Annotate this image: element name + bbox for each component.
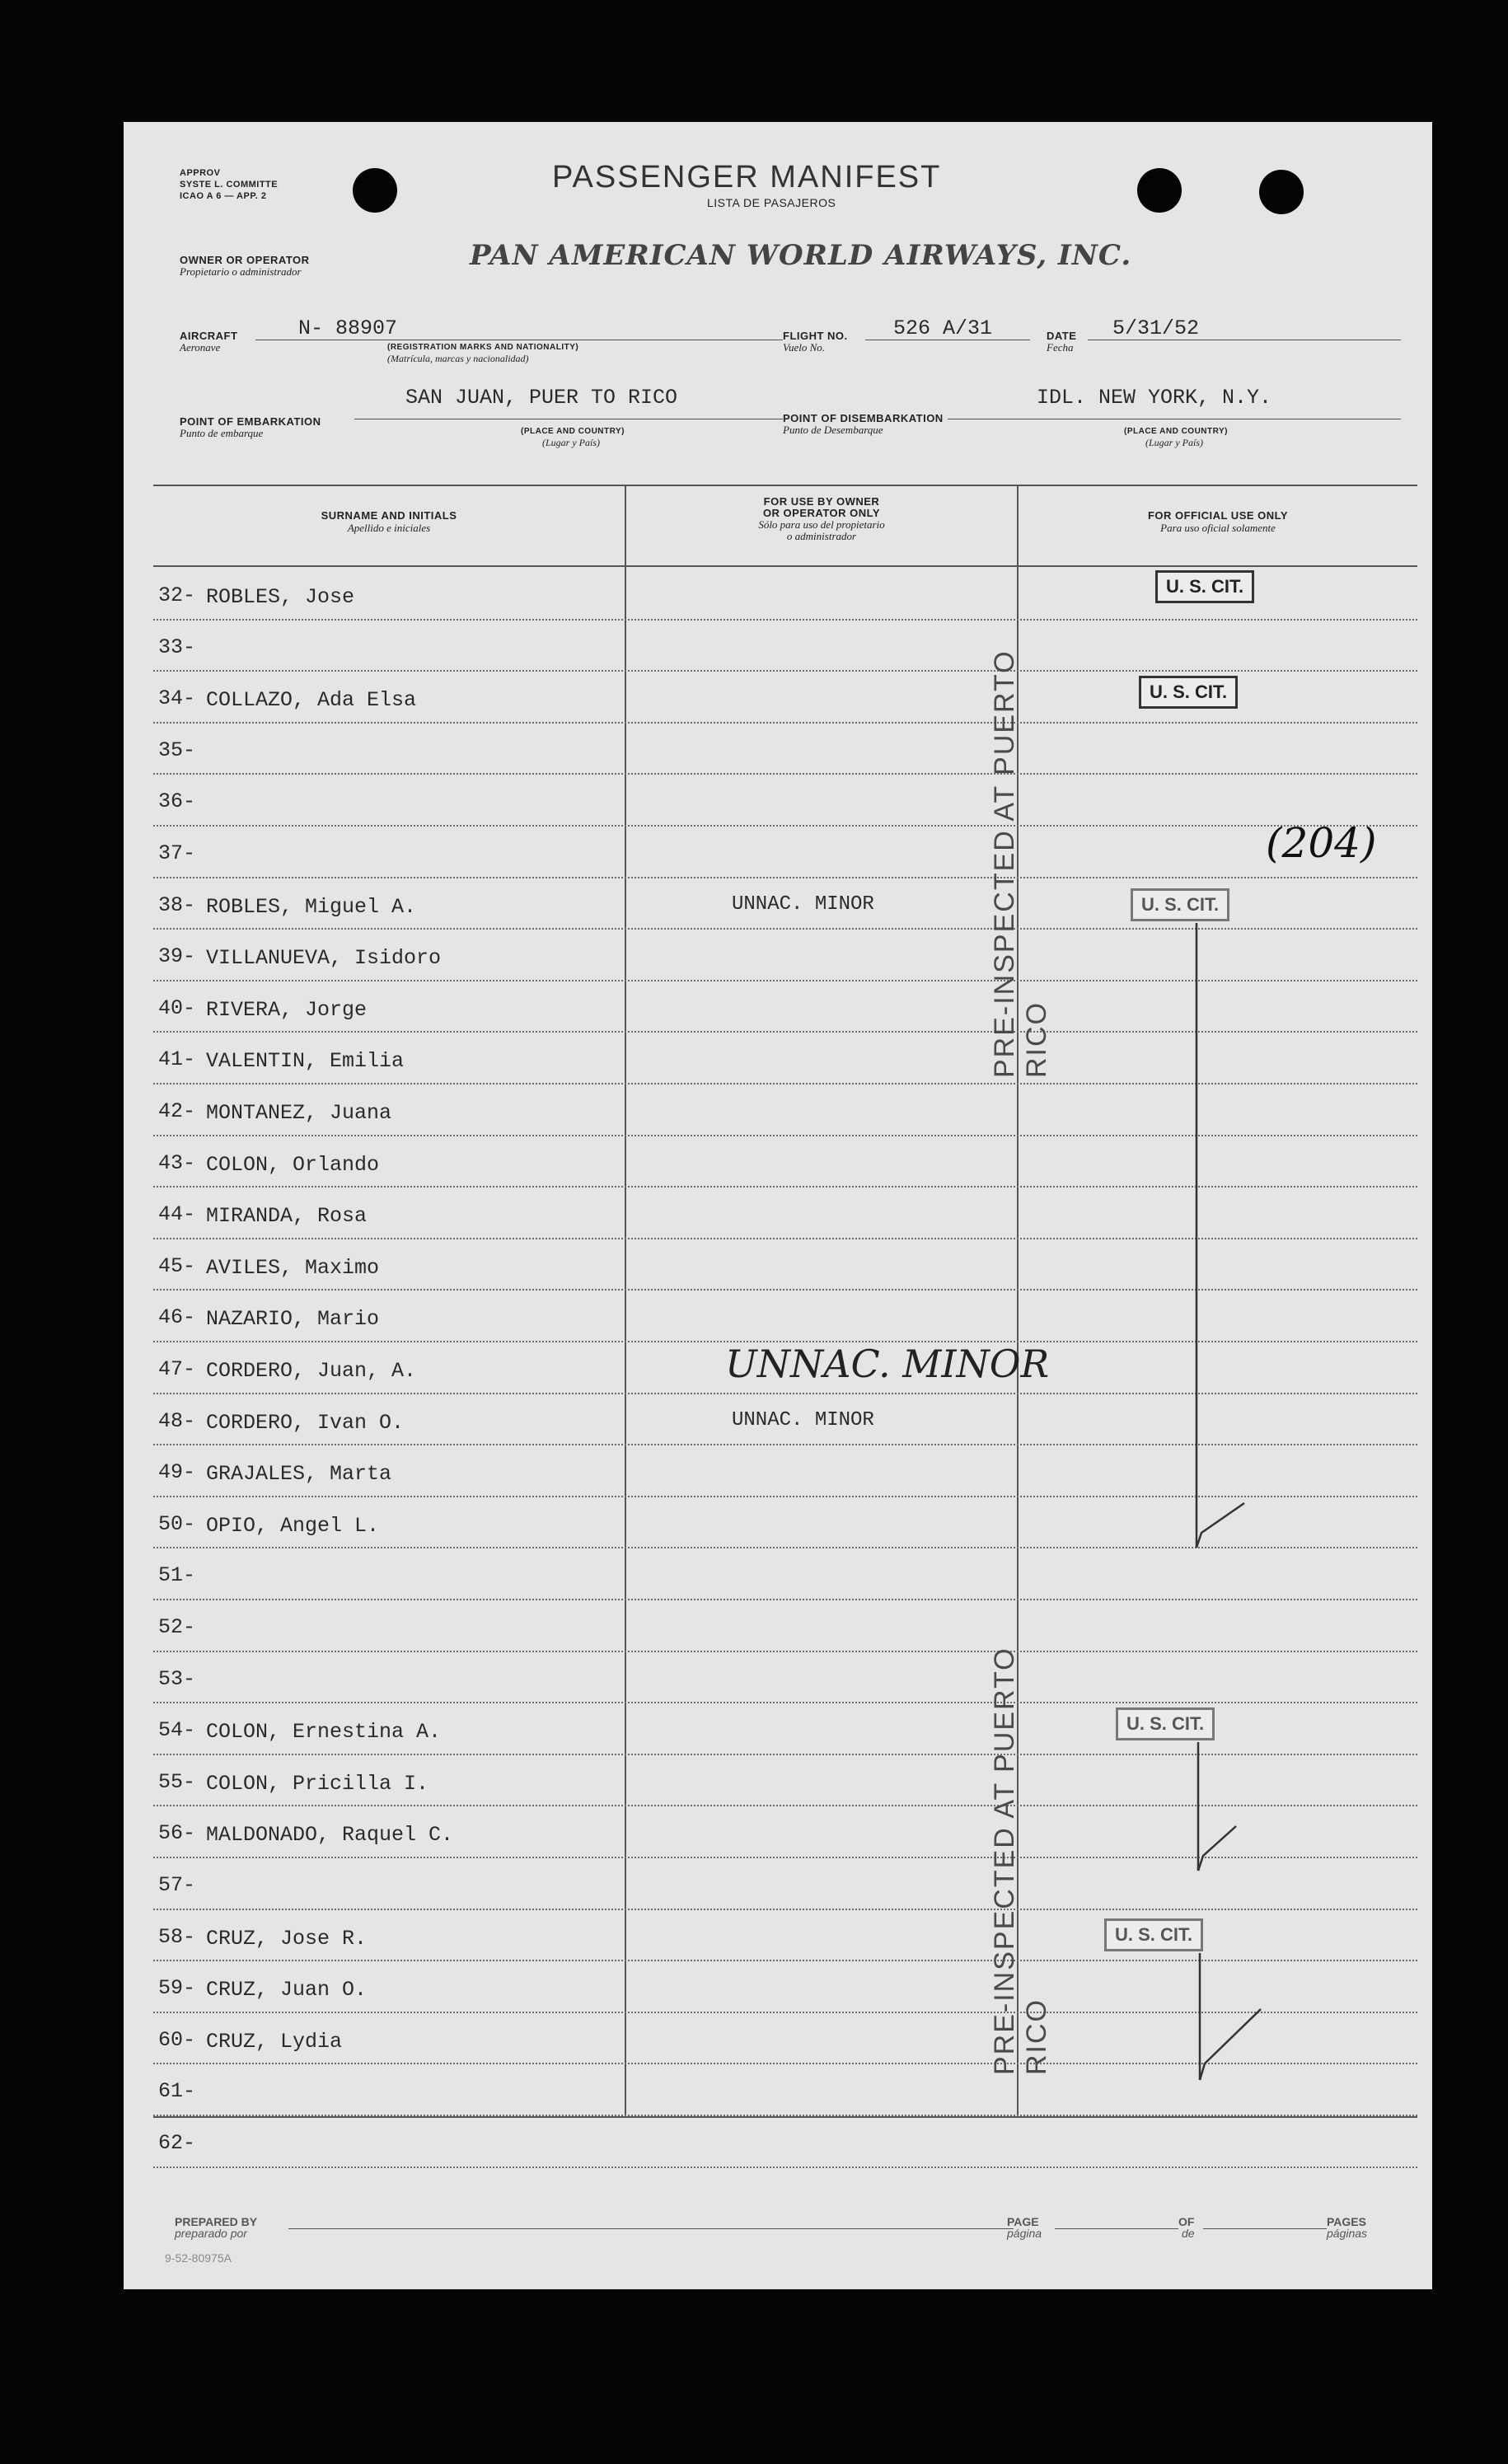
registration-note-es: (Matrícula, marcas y nacionalidad): [387, 353, 529, 364]
disembarkation-label: POINT OF DISEMBARKATION: [783, 412, 944, 424]
passenger-name: CRUZ, Jose R.: [206, 1926, 368, 1951]
row-number: 60-: [158, 2027, 196, 2052]
page-label: PAGE: [1007, 2215, 1039, 2228]
row-number: 35-: [158, 738, 196, 762]
passenger-name: COLON, Orlando: [206, 1152, 380, 1177]
flight-label-es: Vuelo No.: [783, 341, 826, 354]
row-number: 34-: [158, 686, 196, 711]
passenger-name: COLON, Pricilla I.: [206, 1771, 429, 1796]
prepared-by-label: PREPARED BY: [175, 2215, 258, 2228]
official-use-column-header: FOR OFFICIAL USE ONLY Para uso oficial solamente: [1147, 509, 1289, 534]
flight-value: 526 A/31: [893, 316, 993, 340]
of-label-es: de: [1182, 2227, 1195, 2240]
place-note: (PLACE AND COUNTRY): [521, 427, 625, 436]
row-number: 53-: [158, 1666, 196, 1691]
flight-label: FLIGHT NO.: [783, 330, 848, 342]
passenger-name: OPIO, Angel L.: [206, 1513, 380, 1538]
of-label: OF: [1178, 2215, 1195, 2228]
operator-note: UNNAC. MINOR: [732, 892, 874, 916]
row-number: 40-: [158, 995, 196, 1020]
approval-line-3: ICAO A 6 — APP. 2: [180, 191, 267, 201]
us-cit-stamp-5: U. S. CIT.: [1104, 1918, 1203, 1951]
embarkation-label-es: Punto de embarque: [180, 427, 264, 439]
passenger-name: VALENTIN, Emilia: [206, 1049, 405, 1074]
passenger-name: RIVERA, Jorge: [206, 997, 368, 1022]
page-marker: (204): [1266, 819, 1377, 867]
row-number: 62-: [158, 2131, 196, 2155]
row-number: 42-: [158, 1099, 196, 1123]
passenger-name: ROBLES, Jose: [206, 585, 355, 609]
date-label: DATE: [1047, 330, 1077, 342]
row-number: 48-: [158, 1408, 196, 1433]
row-number: 55-: [158, 1769, 196, 1794]
row-number: 59-: [158, 1976, 196, 2001]
aircraft-label: AIRCRAFT: [180, 330, 238, 342]
place-note-2: (PLACE AND COUNTRY): [1124, 427, 1228, 436]
row-number: 52-: [158, 1615, 196, 1639]
row-number: 47-: [158, 1357, 196, 1381]
passenger-name: MIRANDA, Rosa: [206, 1204, 368, 1229]
disembarkation-value: IDL. NEW YORK, N.Y.: [1037, 386, 1272, 410]
row-number: 37-: [158, 841, 196, 865]
row-number: 50-: [158, 1511, 196, 1536]
prepared-by-label-es: preparado por: [175, 2227, 247, 2240]
date-value: 5/31/52: [1112, 316, 1200, 340]
passenger-name: CRUZ, Lydia: [206, 2029, 343, 2054]
operator-note: UNNAC. MINOR: [732, 1408, 874, 1431]
row-number: 39-: [158, 944, 196, 969]
page-label-es: página: [1007, 2227, 1042, 2240]
row-number: 32-: [158, 583, 196, 607]
passenger-name: NAZARIO, Mario: [206, 1307, 380, 1332]
disembarkation-label-es: Punto de Desembarque: [783, 424, 883, 436]
passenger-name: ROBLES, Miguel A.: [206, 894, 417, 919]
form-number: 9-52-80975A: [165, 2251, 232, 2265]
us-cit-stamp-3: U. S. CIT.: [1131, 888, 1229, 921]
date-label-es: Fecha: [1047, 341, 1074, 354]
row-number: 51-: [158, 1563, 196, 1588]
check-marks: [124, 122, 1432, 2289]
owner-label-es: Propietario o administrador: [180, 265, 302, 278]
row-number: 49-: [158, 1460, 196, 1485]
page-title: PASSENGER MANIFEST: [552, 160, 942, 194]
aircraft-label-es: Aeronave: [180, 341, 221, 354]
row-number: 44-: [158, 1202, 196, 1227]
approval-line-1: APPROV: [180, 168, 221, 178]
place-note-es: (Lugar y País): [542, 437, 600, 448]
us-cit-stamp-1: U. S. CIT.: [1155, 570, 1254, 603]
pages-label-es: páginas: [1327, 2227, 1368, 2240]
passenger-name: CORDERO, Ivan O.: [206, 1410, 405, 1435]
row-number: 57-: [158, 1873, 196, 1897]
row-number: 36-: [158, 789, 196, 814]
passenger-name: AVILES, Maximo: [206, 1255, 380, 1280]
row-number: 41-: [158, 1047, 196, 1072]
preinspected-stamp-2: PRE-INSPECTED AT PUERTO RICO: [989, 1647, 1052, 2075]
manifest-sheet: [124, 122, 1432, 2289]
row-number: 54-: [158, 1718, 196, 1743]
pages-label: PAGES: [1327, 2215, 1366, 2228]
owner-use-column-header: FOR USE BY OWNER OR OPERATOR ONLY Sólo para uso del propietario o administrador: [758, 495, 885, 542]
aircraft-value: N- 88907: [298, 316, 398, 340]
passenger-name: VILLANUEVA, Isidoro: [206, 946, 442, 971]
passenger-name: GRAJALES, Marta: [206, 1462, 392, 1487]
row-number: 46-: [158, 1305, 196, 1330]
passenger-name: CRUZ, Juan O.: [206, 1978, 368, 2003]
row-number: 58-: [158, 1924, 196, 1949]
us-cit-stamp-2: U. S. CIT.: [1139, 676, 1238, 709]
us-cit-stamp-4: U. S. CIT.: [1116, 1707, 1215, 1740]
approval-line-2: SYSTE L. COMMITTE: [180, 180, 279, 190]
passenger-name: COLON, Ernestina A.: [206, 1720, 442, 1745]
embarkation-value: SAN JUAN, PUER TO RICO: [405, 386, 678, 410]
preinspected-stamp-1: PRE-INSPECTED AT PUERTO RICO: [989, 649, 1052, 1078]
row-number: 56-: [158, 1821, 196, 1846]
embarkation-label: POINT OF EMBARKATION: [180, 415, 321, 428]
row-number: 33-: [158, 635, 196, 659]
row-number: 38-: [158, 892, 196, 917]
surname-column-header: SURNAME AND INITIALS Apellido e iniciales: [321, 509, 457, 534]
passenger-name: COLLAZO, Ada Elsa: [206, 688, 417, 713]
passenger-name: CORDERO, Juan, A.: [206, 1359, 417, 1383]
company-name: PAN AMERICAN WORLD AIRWAYS, INC.: [470, 239, 1132, 272]
row-number: 61-: [158, 2079, 196, 2104]
row-number: 43-: [158, 1150, 196, 1175]
passenger-name: MALDONADO, Raquel C.: [206, 1823, 454, 1848]
page-title-es: LISTA DE PASAJEROS: [707, 196, 836, 209]
passenger-name: MONTANEZ, Juana: [206, 1101, 392, 1125]
registration-note: (REGISTRATION MARKS AND NATIONALITY): [387, 343, 579, 352]
owner-label: OWNER OR OPERATOR: [180, 254, 310, 266]
row-number: 45-: [158, 1253, 196, 1278]
handwritten-note: UNNAC. MINOR: [725, 1342, 1050, 1386]
place-note-2-es: (Lugar y País): [1145, 437, 1203, 448]
